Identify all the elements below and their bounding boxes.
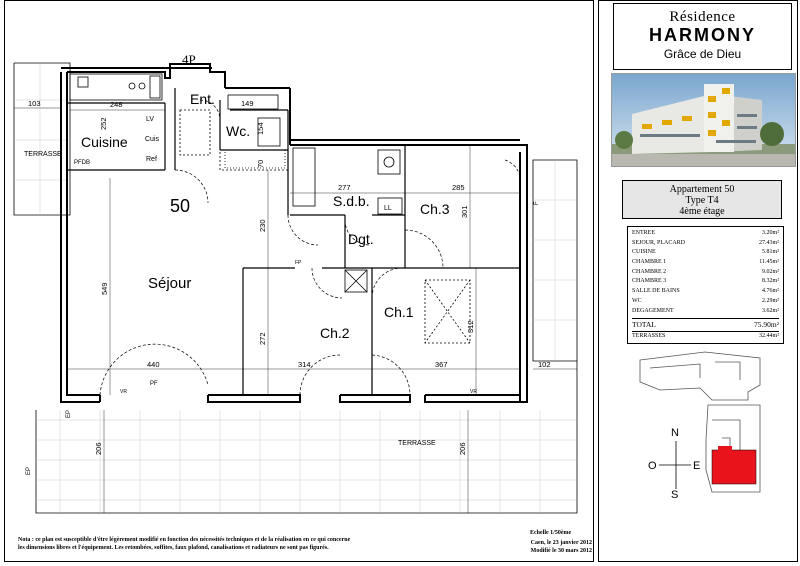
- residence-label: Résidence: [669, 9, 736, 25]
- dim-285: 285: [452, 183, 465, 192]
- surface-cell: 9.02m²: [762, 268, 779, 275]
- label-fp: FP: [295, 260, 302, 266]
- room-label-sdb: S.d.b.: [333, 193, 370, 209]
- compass-west: O: [648, 460, 657, 472]
- surface-cell: CHAMBRE 3: [632, 278, 667, 285]
- room-label-ch3: Ch.3: [420, 201, 450, 217]
- surface-cell: 4.76m²: [762, 288, 779, 295]
- dim-103: 103: [28, 99, 41, 108]
- surface-cell: CHAMBRE 1: [632, 259, 667, 266]
- dim-154: 154: [256, 122, 265, 135]
- residence-name: HARMONY: [649, 25, 756, 45]
- surface-cell: 32.44m²: [759, 333, 779, 340]
- interior-walls: [67, 88, 520, 395]
- surface-cell: 8.32m²: [762, 278, 779, 285]
- surface-cell: TERRASSES: [632, 333, 666, 340]
- label-cuis: Cuis: [145, 136, 160, 143]
- room-label-sejour: Séjour: [148, 275, 192, 292]
- dim-149: 149: [241, 99, 254, 108]
- surface-cell: SEJOUR, PLACARD: [632, 239, 686, 246]
- terrace-label-left: TERRASSE: [24, 151, 62, 158]
- terrace-label-bottom: TERRASSE: [398, 440, 436, 447]
- compass-south: S: [671, 489, 679, 501]
- surface-cell: ENTREE: [632, 230, 655, 236]
- scale-label: Echelle 1/50ème: [530, 530, 572, 536]
- dim-367: 367: [435, 360, 448, 369]
- residence-location: Grâce de Dieu: [663, 47, 742, 61]
- label-vr-left: VR: [120, 389, 127, 395]
- surface-cell: TOTAL: [632, 320, 656, 330]
- dim-206-left: 206: [94, 442, 103, 455]
- surface-cell: DEGAGEMENT: [632, 307, 674, 314]
- dim-252: 252: [99, 117, 108, 130]
- apartment-floor: 4ème étage: [679, 206, 725, 217]
- label-pfdb: PFDB: [74, 160, 91, 166]
- disclaimer-line-2: les dimensions libres et l'équipement. Les retombées, soffites, faux plafond, canalisations et radiateurs ne sont pas figurés.: [18, 544, 329, 551]
- dim-301: 301: [460, 205, 469, 218]
- label-ep-left: EP: [66, 409, 72, 418]
- surface-cell: 2.29m²: [762, 297, 779, 304]
- apartment-type: Type T4: [685, 195, 719, 206]
- dim-440: 440: [147, 360, 160, 369]
- room-label-entree: Ent.: [190, 91, 215, 107]
- dim-248: 248: [110, 100, 123, 109]
- surface-cell: CUISINE: [632, 249, 656, 256]
- surface-cell: 3.20m²: [762, 230, 779, 236]
- surface-cell: 27.43m²: [759, 239, 779, 246]
- stair-label: 4P: [182, 52, 196, 67]
- surface-cell: 3.62m²: [762, 307, 779, 314]
- label-pf: PF: [150, 381, 158, 387]
- room-label-ch1: Ch.1: [384, 304, 414, 320]
- surface-cell: 5.81m²: [762, 249, 779, 256]
- date-created: Caen, le 23 janvier 2012: [530, 540, 592, 546]
- disclaimer-note: [18, 537, 528, 552]
- label-ep-bottom: EP: [26, 466, 32, 475]
- label-vr-right: VR: [470, 389, 477, 395]
- dim-312: 312: [466, 320, 475, 333]
- label-ll: LL: [384, 205, 392, 212]
- dim-314: 314: [298, 360, 311, 369]
- surface-cell: 11.45m²: [759, 259, 779, 266]
- dim-102: 102: [538, 360, 551, 369]
- dim-206-right: 206: [458, 442, 467, 455]
- room-label-cuisine: Cuisine: [81, 134, 128, 150]
- dim-549: 549: [100, 282, 109, 295]
- surface-cell: 75.90m²: [754, 320, 779, 330]
- dim-277: 277: [338, 183, 351, 192]
- dim-272: 272: [258, 332, 267, 345]
- label-f: F: [534, 201, 540, 205]
- room-label-wc: Wc.: [226, 123, 251, 139]
- disclaimer-line-1: Nota : ce plan est susceptible d'être légèrement modifié en fonction des nécessités techniques et de la réalisation en ce qui concerne: [18, 537, 351, 543]
- dim-70: 70: [256, 159, 265, 168]
- compass-north: N: [671, 427, 679, 439]
- surface-cell: WC: [632, 297, 642, 304]
- date-modified: Modifié le 30 mars 2012: [530, 547, 592, 554]
- compass-east: E: [693, 460, 701, 472]
- plan-dates: [480, 540, 592, 555]
- surface-cell: CHAMBRE 2: [632, 268, 667, 275]
- apartment-number: Appartement 50: [669, 184, 735, 195]
- label-lv: LV: [146, 116, 155, 123]
- fixtures: [70, 74, 470, 343]
- label-ref: Ref: [146, 156, 157, 163]
- dim-230: 230: [258, 219, 267, 232]
- room-label-dgt: Dgt.: [348, 231, 374, 247]
- unit-number: 50: [170, 196, 191, 216]
- exterior-walls: [61, 64, 527, 402]
- room-label-ch2: Ch.2: [320, 325, 350, 341]
- surface-cell: SALLE DE BAINS: [632, 288, 680, 295]
